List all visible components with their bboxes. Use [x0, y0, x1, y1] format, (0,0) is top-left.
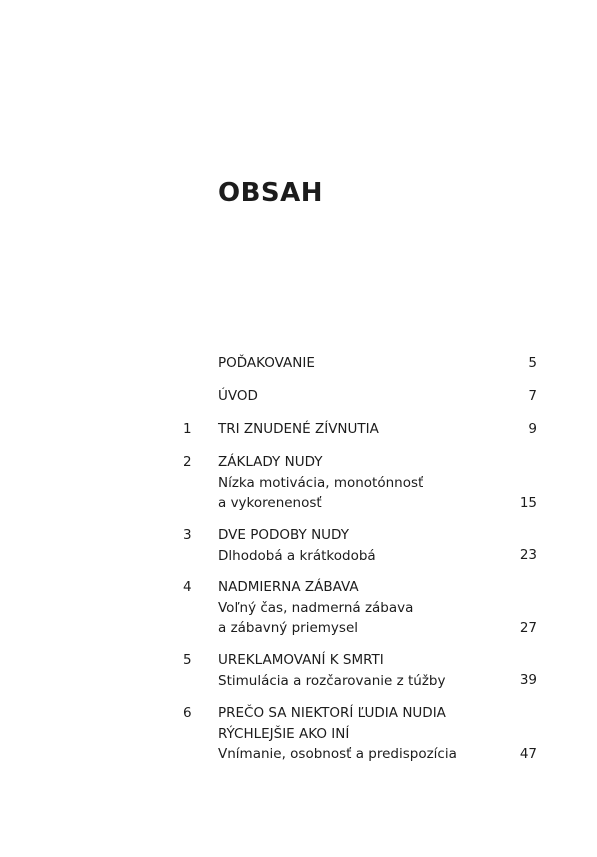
chapter-heading: TRI ZNUDENÉ ZÍVNUTIA	[218, 421, 379, 437]
page-number: 9	[528, 421, 537, 437]
page-number: 5	[528, 355, 537, 371]
chapter-subtitle-line: Vnímanie, osobnosť a predispozícia	[218, 746, 457, 762]
page-number: 7	[528, 388, 537, 404]
page-number: 15	[519, 495, 537, 511]
chapter-heading: POĎAKOVANIE	[218, 355, 315, 371]
chapter-heading: UREKLAMOVANÍ K SMRTI	[218, 652, 384, 668]
chapter-heading: ZÁKLADY NUDY	[218, 454, 323, 470]
chapter-number: 2	[183, 454, 192, 470]
page-number: 27	[519, 620, 537, 636]
chapter-subtitle-line: a zábavný priemysel	[218, 620, 358, 636]
chapter-number: 1	[183, 421, 192, 437]
page-title: OBSAH	[218, 178, 324, 208]
chapter-heading: DVE PODOBY NUDY	[218, 527, 349, 543]
chapter-subtitle-line: Voľný čas, nadmerná zábava	[218, 599, 414, 616]
chapter-heading: PREČO SA NIEKTORÍ ĽUDIA NUDIA RÝCHLEJŠIE AKO INÍ	[218, 705, 446, 742]
chapter-heading: NADMIERNA ZÁBAVA	[218, 579, 359, 595]
page-number: 39	[519, 672, 537, 688]
chapter-number: 4	[183, 579, 192, 595]
chapter-subtitle-line: a vykorenenosť	[218, 495, 322, 511]
chapter-number: 6	[183, 705, 192, 721]
chapter-number: 5	[183, 652, 192, 668]
chapter-subtitle-line: Stimulácia a rozčarovanie z túžby	[218, 672, 446, 689]
chapter-heading: ÚVOD	[218, 388, 258, 404]
page-number: 23	[519, 547, 537, 563]
chapter-number: 3	[183, 527, 192, 543]
chapter-subtitle-line: Nízka motivácia, monotónnosť	[218, 474, 424, 491]
chapter-subtitle-line: Dlhodobá a krátkodobá	[218, 547, 376, 564]
page-number: 47	[519, 746, 537, 762]
